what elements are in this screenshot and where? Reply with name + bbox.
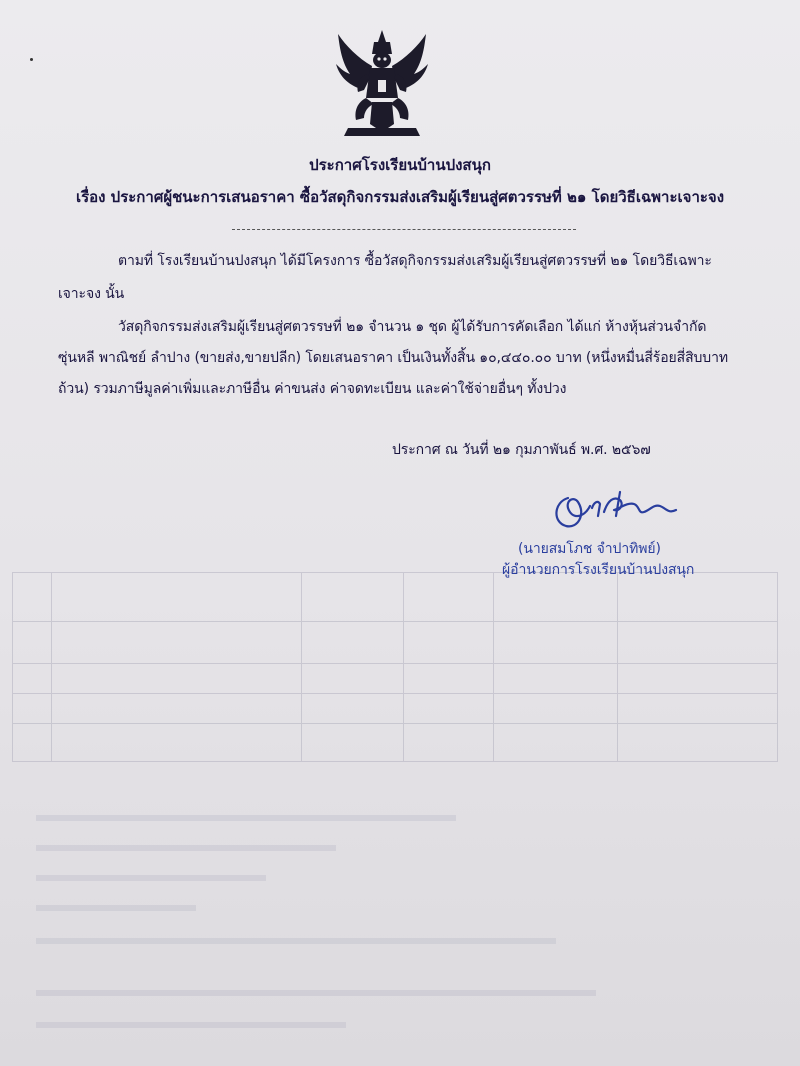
bleed-through-line — [36, 875, 266, 881]
signer-position: ผู้อำนวยการโรงเรียนบ้านปงสนุก — [502, 562, 695, 578]
announcement-title: ประกาศโรงเรียนบ้านปงสนุก — [309, 156, 491, 174]
bleed-through-line — [36, 1022, 346, 1028]
stray-mark — [30, 58, 33, 61]
paragraph-2-line-2: ซุ่นหลี พาณิชย์ ลำปาง (ขายส่ง,ขายปลีก) โดยเสนอราคา เป็นเงินทั้งสิ้น ๑๐,๔๔๐.๐๐ บาท (หนึ่งหมื่นสี่ร้อยสี่สิบบาท — [58, 350, 728, 366]
bleed-through-table — [12, 572, 778, 762]
bleed-through-line — [36, 938, 556, 944]
title-divider — [232, 229, 576, 230]
signer-name: (นายสมโภช จำปาทิพย์) — [518, 541, 661, 557]
garuda-emblem-icon — [328, 28, 436, 140]
paragraph-1-line-1: ตามที่ โรงเรียนบ้านปงสนุก ได้มีโครงการ ซื้อวัสดุกิจกรรมส่งเสริมผู้เรียนสู่ศตวรรษที่ ๒๑ โดยวิธีเฉพาะ — [118, 253, 712, 269]
bleed-through-line — [36, 845, 336, 851]
announcement-date: ประกาศ ณ วันที่ ๒๑ กุมภาพันธ์ พ.ศ. ๒๕๖๗ — [392, 442, 651, 458]
paragraph-2-line-1: วัสดุกิจกรรมส่งเสริมผู้เรียนสู่ศตวรรษที่ ๒๑ จำนวน ๑ ชุด ผู้ได้รับการคัดเลือก ได้แก่ ห้างหุ้นส่วนจำกัด — [118, 319, 707, 335]
paragraph-1-line-2: เจาะจง นั้น — [58, 286, 125, 302]
bleed-through-line — [36, 815, 456, 821]
handwritten-signature — [548, 486, 688, 536]
paragraph-2-line-3: ถ้วน) รวมภาษีมูลค่าเพิ่มและภาษีอื่น ค่าขนส่ง ค่าจดทะเบียน และค่าใช้จ่ายอื่นๆ ทั้งปวง — [58, 381, 567, 397]
bleed-through-line — [36, 990, 596, 996]
announcement-subject: เรื่อง ประกาศผู้ชนะการเสนอราคา ซื้อวัสดุกิจกรรมส่งเสริมผู้เรียนสู่ศตวรรษที่ ๒๑ โดยวิธีเฉพาะเจาะจง — [75, 188, 725, 206]
bleed-through-line — [36, 905, 196, 911]
